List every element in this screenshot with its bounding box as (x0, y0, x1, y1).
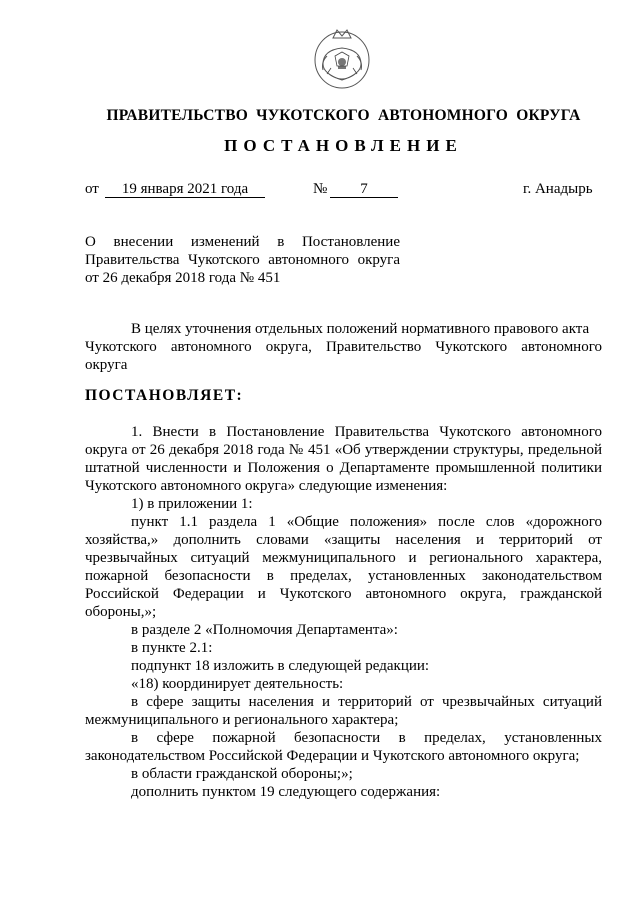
body-line: округа от 26 декабря 2018 года № 451 «Об утверждении структуры, предельной (85, 442, 602, 458)
body-line: межмуниципального и регионального характера; (85, 712, 399, 728)
body-line: хозяйства,» дополнить словами «защиты населения и территорий от (85, 532, 602, 548)
body-line: в области гражданской обороны;»; (131, 766, 353, 782)
coat-of-arms-icon (309, 20, 375, 92)
body-line: в сфере пожарной безопасности в пределах, установленных (131, 730, 602, 746)
subject-line: Правительства Чукотского автономного округа (85, 252, 400, 268)
body-line: чрезвычайных ситуаций межмуниципального и регионального характера, (85, 550, 602, 566)
date-prefix: от (85, 181, 99, 197)
decree-body (85, 423, 602, 801)
document-number: 7 (330, 181, 398, 198)
number-prefix: № (313, 181, 328, 197)
body-line: пункт 1.1 раздела 1 «Общие положения» после слов «дорожного (131, 514, 602, 530)
decree-heading: ПОСТАНОВЛЯЕТ: (85, 387, 244, 404)
body-line: обороны,»; (85, 604, 157, 620)
city: г. Анадырь (523, 181, 593, 197)
subject-line: от 26 декабря 2018 года № 451 (85, 270, 281, 286)
preamble-line: В целях уточнения отдельных положений нормативного правового акта (131, 321, 590, 337)
body-line: 1. Внести в Постановление Правительства Чукотского автономного (131, 424, 602, 440)
body-line: в сфере защиты населения и территорий от чрезвычайных ситуаций (131, 694, 602, 710)
body-line: 1) в приложении 1: (131, 496, 253, 512)
body-line: подпункт 18 изложить в следующей редакции: (131, 658, 430, 674)
body-line: «18) координирует деятельность: (131, 676, 344, 692)
body-line: в пункте 2.1: (131, 640, 213, 656)
body-line: Российской Федерации и Чукотского автономного округа, гражданской (85, 586, 602, 602)
document-subject (85, 233, 400, 287)
preamble-line: округа (85, 357, 128, 373)
body-line: пожарной безопасности в пределах, установленных законодательством (85, 568, 602, 584)
body-line: законодательством Российской Федерации и Чукотского автономного округа; (85, 748, 580, 764)
government-name: ПРАВИТЕЛЬСТВО ЧУКОТСКОГО АВТОНОМНОГО ОКРУГА (106, 107, 581, 124)
preamble (85, 320, 602, 374)
body-line: штатной численности и Положения о Департаменте промышленной политики (85, 460, 602, 476)
subject-line: О внесении изменений в Постановление (85, 234, 400, 250)
document-date: 19 января 2021 года (105, 181, 265, 198)
body-line: Чукотского автономного округа» следующие изменения: (85, 478, 448, 494)
preamble-line: Чукотского автономного округа, Правительство Чукотского автономного (85, 339, 602, 355)
document-type: ПОСТАНОВЛЕНИЕ (224, 136, 463, 155)
body-line: дополнить пунктом 19 следующего содержания: (131, 784, 441, 800)
body-line: в разделе 2 «Полномочия Департамента»: (131, 622, 398, 638)
